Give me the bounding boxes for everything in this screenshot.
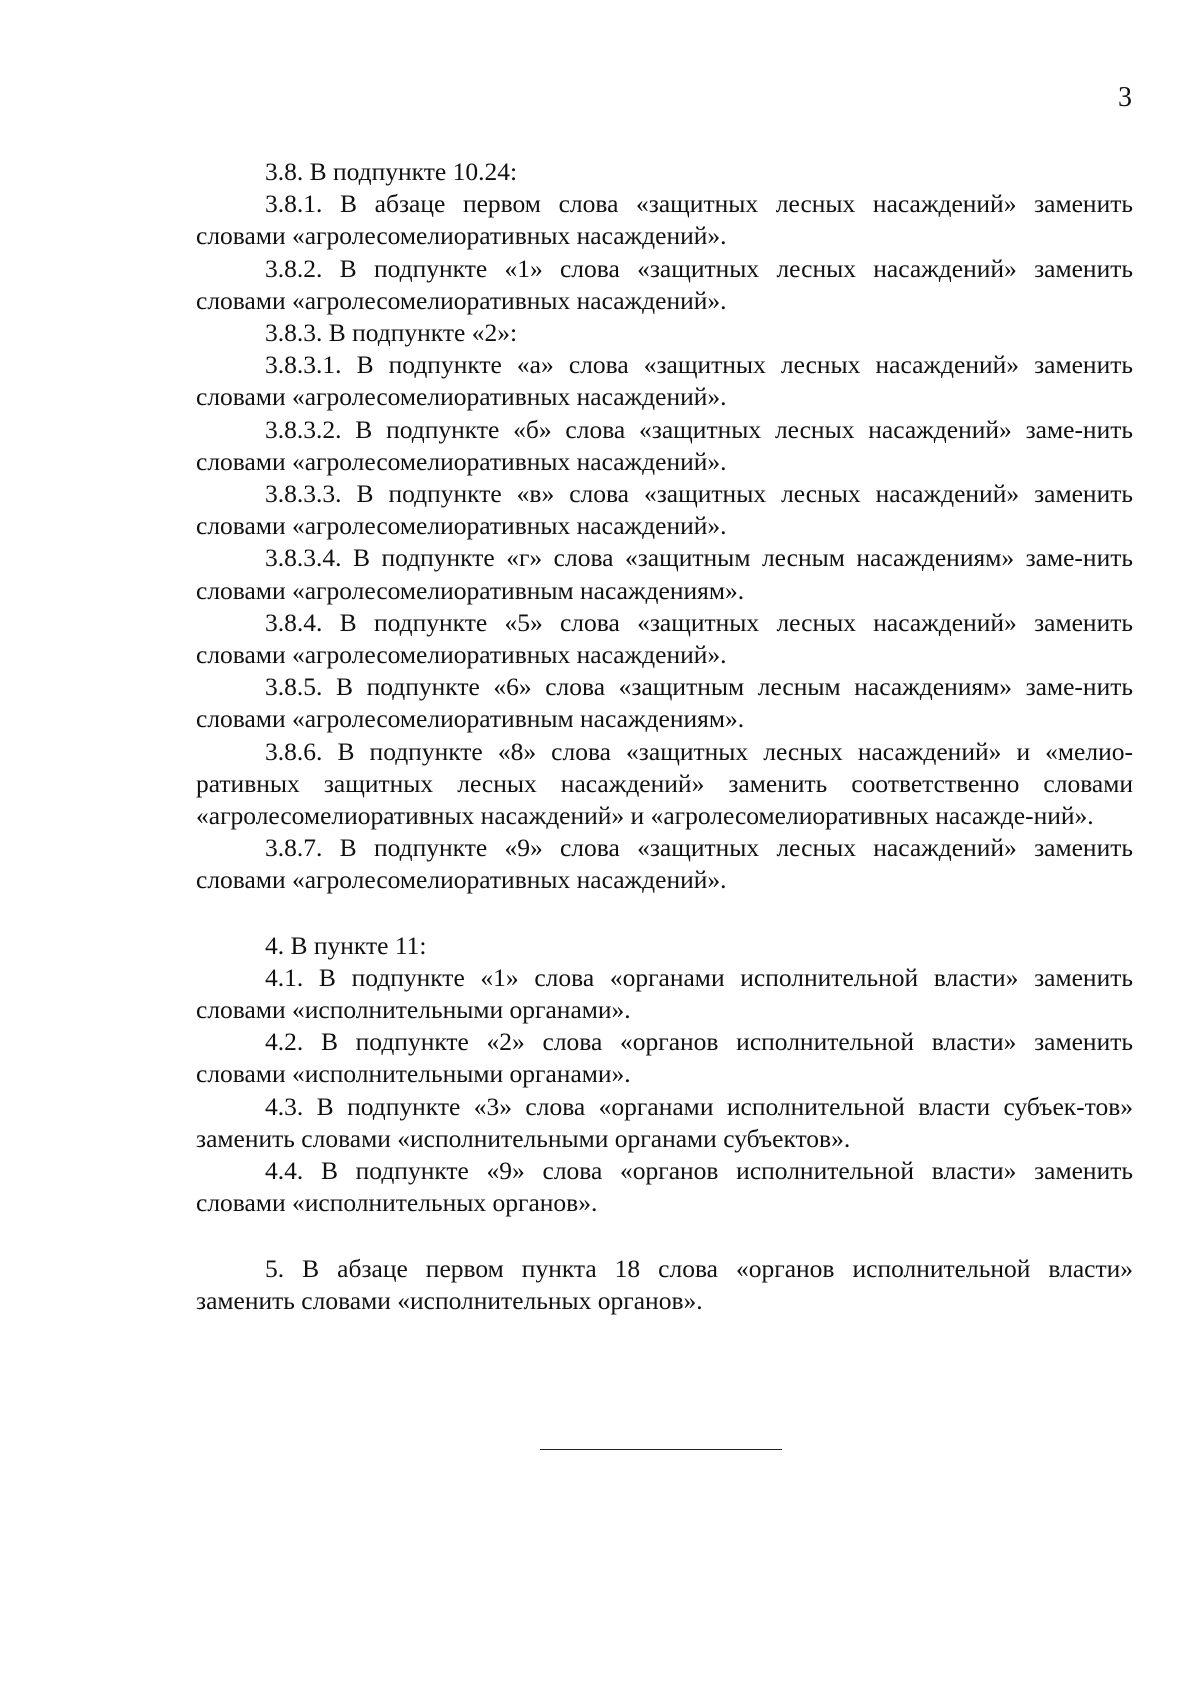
paragraph-3-8-3: 3.8.3. В подпункте «2»: [265, 318, 518, 348]
paragraph-3-8-7: 3.8.7. В подпункте «9» слова «защитных лесных насаждений» заменить словами «агролесомелиоративных насаждений». [196, 833, 1133, 895]
document-body [196, 156, 1133, 1317]
paragraph-3-8-6: 3.8.6. В подпункте «8» слова «защитных лесных насаждений» и «мелио-ративных защитных лесных насаждений» заменить соответственно словами «агролесомелиоративных насаждений» и «агролесомелиоративных насажде-ний». [196, 736, 1133, 831]
paragraph-3-8: 3.8. В подпункте 10.24: [265, 157, 518, 186]
paragraph-4-3: 4.3. В подпункте «3» слова «органами исполнительной власти субъек-тов» заменить словами «исполнительными органами субъектов». [196, 1091, 1133, 1153]
paragraph-4-1: 4.1. В подпункте «1» слова «органами исполнительной власти» заменить словами «исполнительными органами». [196, 962, 1133, 1025]
paragraph-3-8-3-2: 3.8.3.2. В подпункте «б» слова «защитных лесных насаждений» заме-нить словами «агролесомелиоративных насаждений». [196, 414, 1133, 476]
page-number: 3 [1118, 82, 1132, 113]
paragraph-4: 4. В пункте 11: [265, 930, 427, 960]
paragraph-3-8-5: 3.8.5. В подпункте «6» слова «защитным лесным насаждениям» заме-нить словами «агролесомелиоративным насаждениям». [196, 672, 1133, 734]
paragraph-5: 5. В абзаце первом пункта 18 слова «органов исполнительной власти» заменить словами «исполнительных органов». [196, 1253, 1133, 1315]
paragraph-3-8-4: 3.8.4. В подпункте «5» слова «защитных лесных насаждений» заменить словами «агролесомелиоративных насаждений». [196, 607, 1133, 670]
end-of-document-rule [540, 1449, 782, 1450]
paragraph-4-2: 4.2. В подпункте «2» слова «органов исполнительной власти» заменить словами «исполнительными органами». [196, 1027, 1133, 1089]
paragraph-3-8-3-1: 3.8.3.1. В подпункте «а» слова «защитных лесных насаждений» заменить словами «агролесомелиоративных насаждений». [196, 350, 1133, 412]
paragraph-3-8-1: 3.8.1. В абзаце первом слова «защитных лесных насаждений» заменить словами «агролесомелиоративных насаждений». [196, 189, 1133, 251]
paragraph-3-8-3-4: 3.8.3.4. В подпункте «г» слова «защитным лесным насаждениям» заме-нить словами «агролесомелиоративным насаждениям». [196, 543, 1133, 605]
paragraph-3-8-3-3: 3.8.3.3. В подпункте «в» слова «защитных лесных насаждений» заменить словами «агролесомелиоративных насаждений». [196, 479, 1133, 541]
paragraph-3-8-2: 3.8.2. В подпункте «1» слова «защитных лесных насаждений» заменить словами «агролесомелиоративных насаждений». [196, 253, 1133, 315]
section-gap [196, 897, 1133, 930]
section-gap [196, 1220, 1133, 1253]
paragraph-4-4: 4.4. В подпункте «9» слова «органов исполнительной власти» заменить словами «исполнительных органов». [196, 1156, 1133, 1218]
